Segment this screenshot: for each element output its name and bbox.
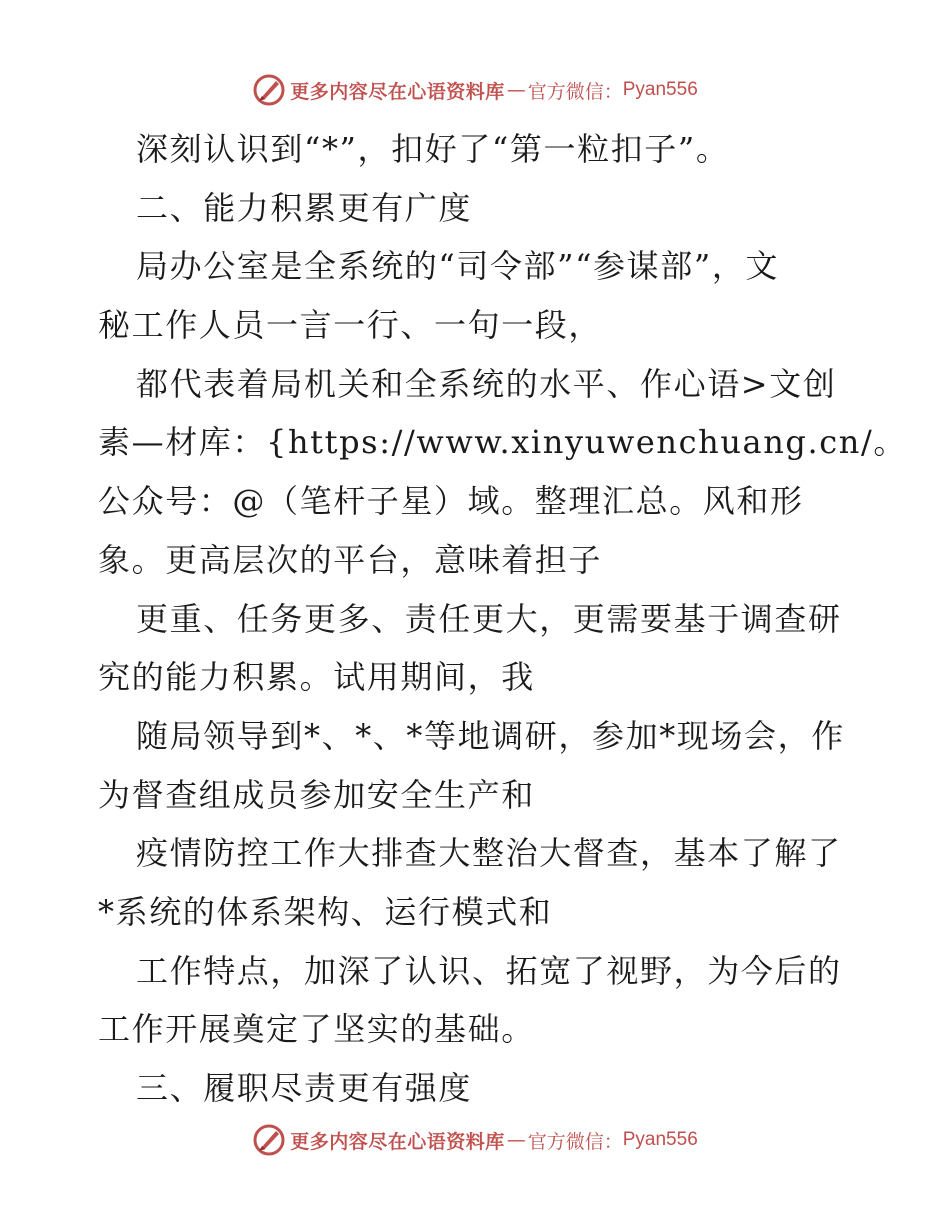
wechat-label: 官方微信： [527, 1130, 623, 1153]
text-line: 公众号：@（笔杆子星）域。整理汇总。风和形 [98, 482, 804, 521]
text-line: 素—材库：{https://www.xinyuwenchuang.cn/。 [98, 423, 907, 462]
wechat-id: Pyan556 [622, 1129, 698, 1150]
pen-feather-logo-icon [252, 73, 286, 107]
text-line: 为督查组成员参加安全生产和 [98, 775, 535, 814]
section-heading: 三、履职尽责更有强度 [136, 1069, 473, 1107]
text-line: 深刻认识到“*”，扣好了“第一粒扣子”。 [136, 130, 730, 168]
wechat-id: Pyan556 [622, 79, 698, 100]
text-line: 秘工作人员一言一行、一句一段， [98, 306, 603, 345]
footer-banner [0, 1120, 950, 1160]
banner-text: 更多内容尽在心语资料库 [290, 80, 505, 103]
text-line: 都代表着局机关和全系统的水平、作心语>文创 [136, 364, 837, 403]
text-line: 疫情防控工作大排查大整治大督查，基本了解了 [136, 834, 842, 873]
text-line: 工作开展奠定了坚实的基础。 [98, 1010, 535, 1049]
banner-separator: — [506, 79, 526, 101]
text-line: 局办公室是全系统的“司令部”“参谋部”，文 [136, 247, 780, 286]
text-line: 象。更高层次的平台，意味着担子 [98, 540, 603, 579]
text-line: 究的能力积累。试用期间，我 [98, 658, 535, 697]
text-line: *系统的体系架构、运行模式和 [98, 892, 553, 931]
text-line: 更重、任务更多、责任更大，更需要基于调查研 [136, 599, 842, 638]
document-body [98, 120, 907, 1118]
banner-text: 更多内容尽在心语资料库 [290, 1130, 505, 1153]
wechat-label: 官方微信： [527, 80, 623, 103]
text-line: 工作特点，加深了认识、拓宽了视野，为今后的 [136, 951, 842, 990]
banner-separator: — [506, 1129, 526, 1151]
text-line: 随局领导到*、*、*等地调研，参加*现场会，作 [136, 716, 845, 755]
pen-feather-logo-icon [252, 1123, 286, 1157]
section-heading: 二、能力积累更有广度 [136, 188, 473, 227]
header-banner [0, 70, 950, 110]
